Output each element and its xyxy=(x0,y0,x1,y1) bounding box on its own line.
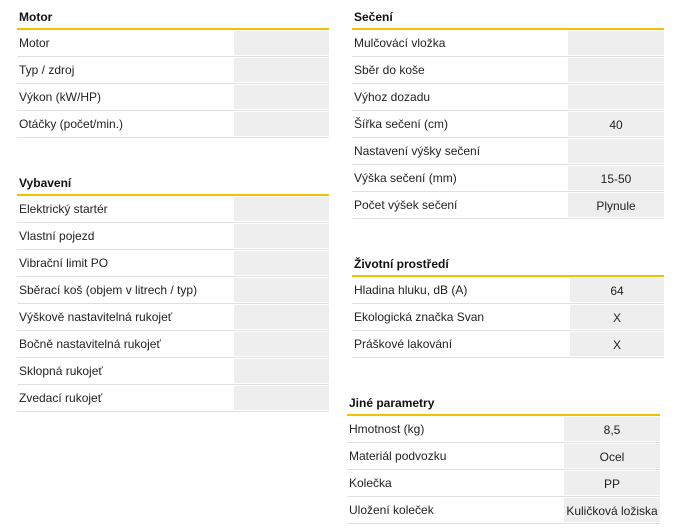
spec-label: Zvedací rukojeť xyxy=(19,391,103,405)
spec-row xyxy=(352,57,664,84)
spec-row xyxy=(17,277,329,304)
spec-value xyxy=(234,224,329,248)
spec-row xyxy=(352,331,664,358)
spec-value xyxy=(234,31,329,55)
spec-value: 64 xyxy=(570,278,664,302)
spec-value xyxy=(568,85,664,109)
spec-label: Sklopná rukojeť xyxy=(19,364,103,378)
spec-value: Ocel xyxy=(564,444,660,468)
spec-value xyxy=(234,58,329,82)
section-title: Jiné parametry xyxy=(349,396,435,410)
section-motor xyxy=(17,6,329,138)
spec-label: Vlastní pojezd xyxy=(19,229,95,243)
section-title: Vybavení xyxy=(19,176,72,190)
spec-value xyxy=(234,85,329,109)
spec-label: Práškové lakování xyxy=(354,337,453,351)
section-title: Sečení xyxy=(354,10,393,24)
spec-row xyxy=(352,277,664,304)
spec-row xyxy=(347,443,660,470)
spec-row xyxy=(17,304,329,331)
section-title: Motor xyxy=(19,10,53,24)
spec-row xyxy=(352,304,664,331)
spec-value: 15-50 xyxy=(568,166,664,190)
spec-label: Typ / zdroj xyxy=(19,63,75,77)
spec-label: Otáčky (počet/min.) xyxy=(19,117,124,131)
spec-row xyxy=(352,111,664,138)
spec-label: Hmotnost (kg) xyxy=(349,422,425,436)
section-jine-parametry xyxy=(347,392,660,524)
spec-row xyxy=(17,223,329,250)
spec-row xyxy=(352,30,664,57)
spec-label: Sběrací koš (objem v litrech / typ) xyxy=(19,283,198,297)
spec-value: X xyxy=(570,305,664,329)
spec-row xyxy=(17,358,329,385)
spec-label: Materiál podvozku xyxy=(349,449,447,463)
spec-value: X xyxy=(570,332,664,356)
section-seceni xyxy=(352,6,664,219)
spec-label: Nastavení výšky sečení xyxy=(354,144,481,158)
spec-row xyxy=(347,497,660,524)
spec-value xyxy=(568,139,664,163)
spec-value xyxy=(568,58,664,82)
spec-value: Plynule xyxy=(568,193,664,217)
spec-row xyxy=(352,192,664,219)
spec-label: Motor xyxy=(19,36,50,50)
spec-label: Ekologická značka Svan xyxy=(354,310,485,324)
spec-label: Bočně nastavitelná rukojeť xyxy=(19,337,161,351)
spec-value: Kuličková ložiska xyxy=(564,498,660,522)
spec-row xyxy=(17,57,329,84)
spec-value xyxy=(568,31,664,55)
spec-value xyxy=(234,251,329,275)
spec-label: Kolečka xyxy=(349,476,392,490)
spec-value: 8,5 xyxy=(564,417,660,441)
spec-label: Výška sečení (mm) xyxy=(354,171,457,185)
spec-label: Výkon (kW/HP) xyxy=(19,90,102,104)
spec-label: Sběr do koše xyxy=(354,63,425,77)
spec-label: Šířka sečení (cm) xyxy=(354,117,449,131)
spec-row xyxy=(17,84,329,111)
spec-value: PP xyxy=(564,471,660,495)
spec-row xyxy=(17,385,329,412)
spec-value xyxy=(234,112,329,136)
spec-value xyxy=(234,359,329,383)
section-vybaveni xyxy=(17,172,329,412)
section-title: Životní prostředí xyxy=(354,257,449,271)
spec-value xyxy=(234,305,329,329)
spec-row xyxy=(17,30,329,57)
section-zivotni-prostredi xyxy=(352,253,664,358)
spec-value xyxy=(234,332,329,356)
spec-row xyxy=(17,196,329,223)
spec-value: 40 xyxy=(568,112,664,136)
spec-label: Hladina hluku, dB (A) xyxy=(354,283,468,297)
spec-row xyxy=(352,138,664,165)
spec-row xyxy=(17,331,329,358)
spec-row xyxy=(17,111,329,138)
spec-row xyxy=(352,165,664,192)
spec-label: Uložení koleček xyxy=(349,503,434,517)
spec-label: Počet výšek sečení xyxy=(354,198,458,212)
spec-label: Elektrický startér xyxy=(19,202,108,216)
spec-label: Výškově nastavitelná rukojeť xyxy=(19,310,173,324)
spec-value xyxy=(234,278,329,302)
spec-row xyxy=(347,416,660,443)
spec-row xyxy=(347,470,660,497)
spec-label: Výhoz dozadu xyxy=(354,90,431,104)
spec-row xyxy=(352,84,664,111)
spec-row xyxy=(17,250,329,277)
spec-value xyxy=(234,386,329,410)
spec-label: Mulčovácí vložka xyxy=(354,36,446,50)
spec-value xyxy=(234,197,329,221)
spec-label: Vibrační limit PO xyxy=(19,256,109,270)
